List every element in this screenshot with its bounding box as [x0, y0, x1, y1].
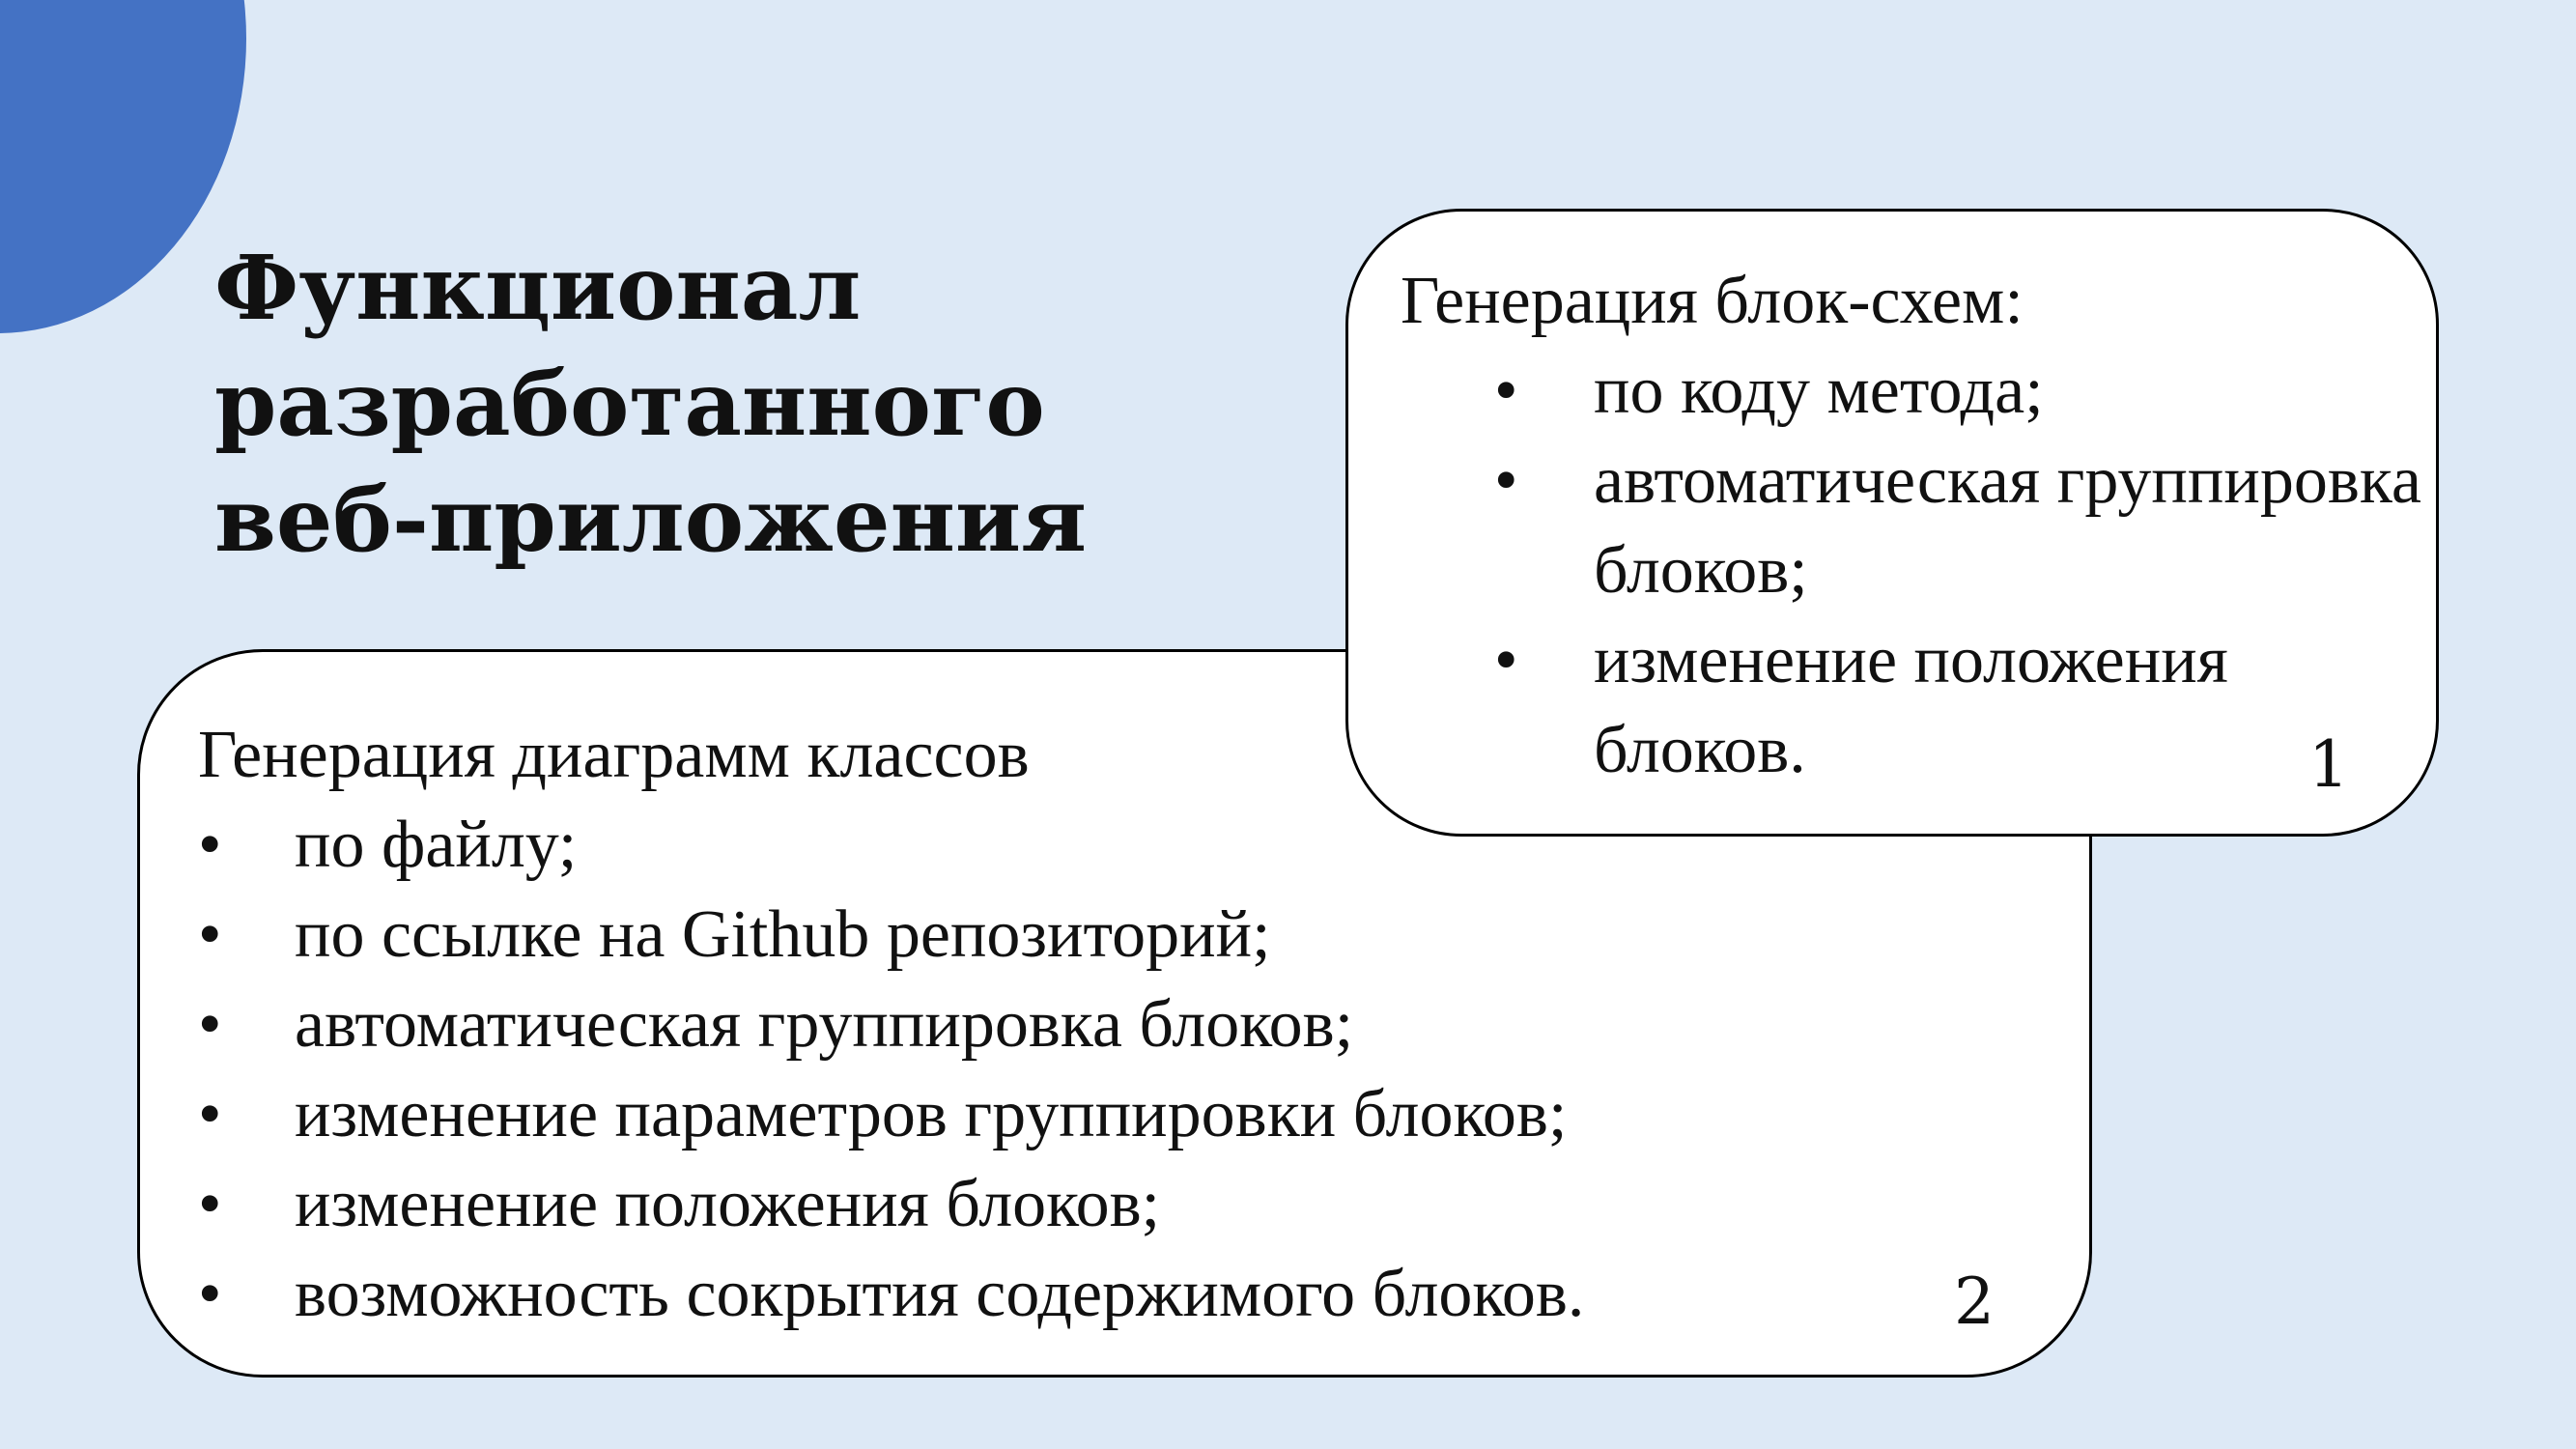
list-item-text: по ссылке на Github репозиторий; — [295, 897, 1271, 972]
list-item — [1401, 615, 2436, 802]
slide-title-line: веб-приложения — [214, 468, 1088, 572]
slide-title — [214, 230, 1087, 578]
class-diagram-card-heading: Генерация диаграмм классов — [198, 718, 1030, 792]
list-item — [198, 1069, 2089, 1159]
list-item-text: автоматическая группировка блоков; — [1594, 443, 2421, 608]
list-item — [198, 1159, 2089, 1249]
list-item — [1401, 346, 2436, 436]
flowchart-card — [1345, 209, 2439, 837]
list-item-text: изменение положения блоков; — [295, 1167, 1161, 1241]
card-number: 2 — [1954, 1264, 1995, 1339]
list-item — [198, 890, 2089, 980]
bullet-icon: • — [1494, 443, 1518, 518]
list-item-text: изменение положения блоков. — [1594, 623, 2228, 787]
bullet-icon: • — [198, 1257, 222, 1331]
bullet-icon: • — [1494, 354, 1518, 428]
list-item-text: изменение параметров группировки блоков; — [295, 1077, 1568, 1151]
flowchart-card-heading: Генерация блок-схем: — [1401, 264, 2024, 338]
list-item-text: возможность сокрытия содержимого блоков. — [295, 1257, 1585, 1331]
class-diagram-feature-list — [198, 800, 2089, 1339]
bullet-icon: • — [198, 1167, 222, 1241]
flowchart-feature-list — [1401, 346, 2436, 802]
bullet-icon: • — [198, 808, 222, 882]
list-item — [198, 1249, 2089, 1339]
slide-title-line: Функционал — [214, 236, 862, 340]
list-item-text: автоматическая группировка блоков; — [295, 987, 1354, 1062]
list-item — [198, 980, 2089, 1069]
bullet-icon: • — [1494, 623, 1518, 697]
decorative-corner-circle — [0, 0, 246, 333]
list-item-text: по коду метода; — [1594, 354, 2044, 428]
card-number: 1 — [2308, 727, 2349, 802]
slide-title-line: разработанного — [214, 352, 1045, 456]
list-item — [1401, 436, 2436, 615]
bullet-icon: • — [198, 1077, 222, 1151]
list-item-text: по файлу; — [295, 808, 578, 882]
bullet-icon: • — [198, 987, 222, 1062]
bullet-icon: • — [198, 897, 222, 972]
